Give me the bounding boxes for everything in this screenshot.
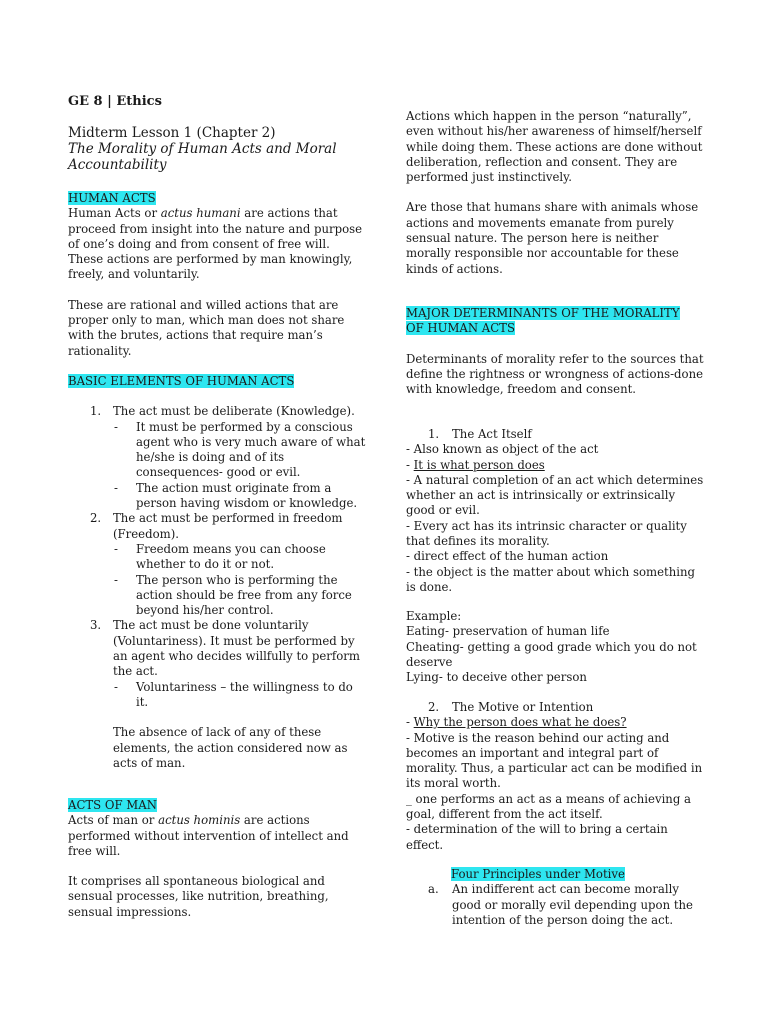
act-itself-line: - direct effect of the human action — [406, 549, 609, 564]
example-section — [406, 609, 706, 685]
act-itself-line: - It is what person does — [406, 457, 545, 472]
acts-of-man-paragraph-2: It comprises all spontaneous biological and sensual processes, like nutrition, breathing, sensual impressions. — [68, 874, 329, 919]
basic-elements-closing: The absence of lack of any of these elements, the action considered now as acts of man. — [113, 725, 348, 770]
sub-list-item: - It must be performed by a conscious agent who is very much aware of what he/she is doing and of its consequences- good or evil. — [114, 419, 366, 480]
section-heading-human-acts: HUMAN ACTS — [68, 191, 156, 205]
lesson-title: Midterm Lesson 1 (Chapter 2) — [68, 125, 276, 141]
example-line: Cheating- getting a good grade which you do not deserve — [406, 639, 697, 669]
motive-title: 2. The Motive or Intention — [428, 700, 594, 714]
act-itself-title: 1. The Act Itself — [428, 427, 532, 441]
act-itself-line: - Every act has its intrinsic character or quality that defines its morality. — [406, 518, 687, 549]
act-itself-line: - Also known as object of the act — [406, 442, 599, 457]
acts-of-man-section — [68, 798, 368, 920]
act-itself-section — [406, 427, 706, 595]
principle-item: a. An indifferent act can become morally good or morally evil depending upon the intention of the person doing the act. — [428, 882, 693, 927]
basic-elements-list — [68, 404, 368, 710]
section-heading-four-principles: Four Principles under Motive — [451, 867, 625, 881]
section-heading-acts-of-man: ACTS OF MAN — [68, 798, 157, 812]
four-principles-section — [406, 867, 706, 928]
lesson-subtitle: The Morality of Human Acts and Moral Accountability — [68, 141, 337, 173]
sub-list-item: - The person who is performing the action should be free from any force beyond his/her control. — [114, 572, 352, 618]
sub-list-item: - Voluntariness – the willingness to do it. — [114, 679, 353, 709]
list-item: 2. The act must be performed in freedom (Freedom). - Freedom means you can choose whether to do it or not. - The person who is performing the action should be free from any force beyond his/her control. — [68, 511, 368, 618]
course-title: GE 8 | Ethics — [68, 94, 162, 109]
acts-of-man-paragraph-1: Acts of man or actus hominis are actions performed without intervention of intellect and free will. — [68, 813, 349, 858]
example-line: Eating- preservation of human life — [406, 624, 610, 639]
section-heading-basic-elements: BASIC ELEMENTS OF HUMAN ACTS — [68, 374, 295, 388]
lesson-header — [68, 125, 338, 173]
determinants-section — [406, 306, 706, 397]
determinants-intro: Determinants of morality refer to the sources that define the rightness or wrongness of actions-done with knowledge, freedom and consent. — [406, 351, 704, 397]
motive-line: - Why the person does what he does? — [406, 715, 627, 730]
sub-list-item: - The action must originate from a person having wisdom or knowledge. — [114, 480, 358, 511]
acts-of-man-continued — [406, 109, 706, 277]
motive-line: - Motive is the reason behind our acting and becomes an important and integral part of morality. Thus, a particular act can be modified in its moral worth. — [406, 730, 703, 791]
act-itself-line: - the object is the matter about which something is done. — [406, 564, 695, 594]
example-line: Lying- to deceive other person — [406, 670, 587, 685]
act-itself-line: - A natural completion of an act which determines whether an act is intrinsically or extrinsically good or evil. — [406, 472, 704, 518]
acts-of-man-paragraph-3: Actions which happen in the person “naturally”, even without his/her awareness of himself/herself while doing them. These actions are done without deliberation, reflection and consent. They are performed just instinctively. — [406, 109, 703, 185]
human-acts-paragraph-1: Human Acts or actus humani are actions that proceed from insight into the nature and purpose of one’s doing and from consent of free will. These actions are performed by man knowingly, freely, and voluntarily. — [68, 206, 363, 282]
basic-elements-section — [68, 374, 368, 771]
human-acts-paragraph-2: These are rational and willed actions that are proper only to man, which man does not share with the brutes, actions that require man’s rationality. — [68, 297, 345, 358]
motive-line: _ one performs an act as a means of achieving a goal, different from the act itself. — [406, 791, 691, 822]
sub-list-item: - Freedom means you can choose whether to do it or not. — [114, 541, 326, 572]
section-heading-determinants: MAJOR DETERMINANTS OF THE MORALITY OF HUMAN ACTS — [406, 306, 680, 336]
human-acts-section — [68, 191, 368, 359]
list-item: 1. The act must be deliberate (Knowledge). - It must be performed by a conscious agent who is very much aware of what he/she is doing and of its consequences- good or evil. - The action must originate from a person having wisdom or knowledge. — [68, 404, 368, 511]
list-item: 3. The act must be done voluntarily (Voluntariness). It must be performed by an agent who decides willfully to perform the act. - Voluntariness – the willingness to do it. — [68, 618, 368, 710]
example-label: Example: — [406, 609, 462, 623]
motive-line: - determination of the will to bring a certain effect. — [406, 822, 668, 852]
motive-section — [406, 700, 706, 853]
acts-of-man-paragraph-4: Are those that humans share with animals whose actions and movements emanate from purely sensual nature. The person here is neither morally responsible nor accountable for these kinds of actions. — [406, 200, 699, 276]
